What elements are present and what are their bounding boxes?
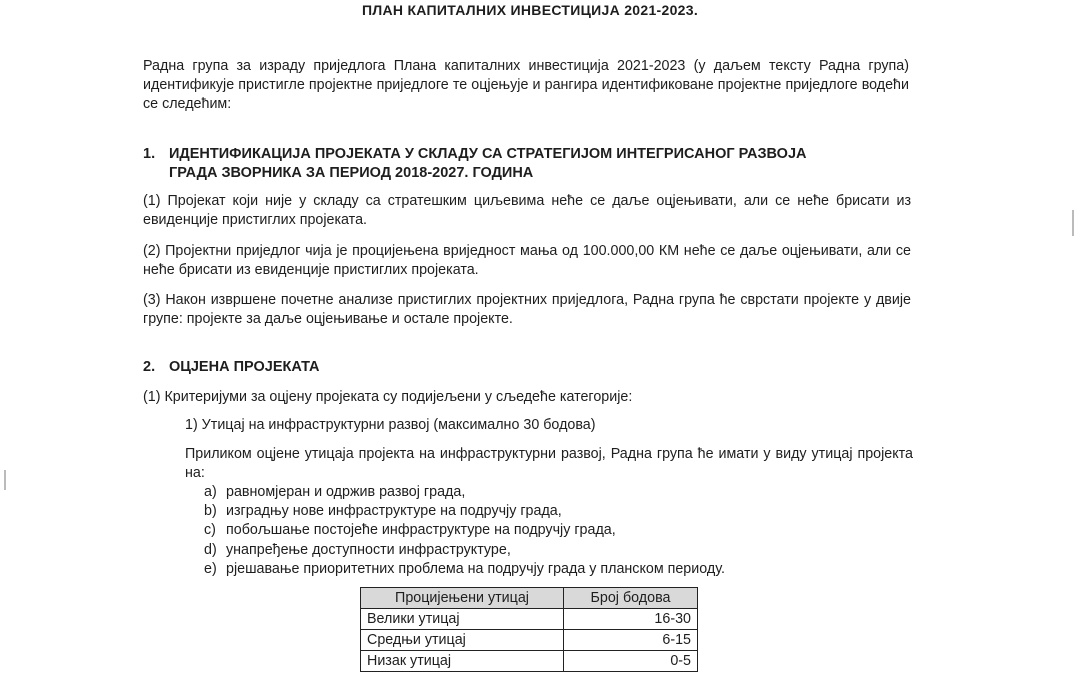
section1-paragraph-2: (2) Пројектни приједлог чија је процијењена вриједност мања од 100.000,00 КМ неће се даље оцјењивати, али се неће брисати из евиденције пристиглих пројеката.	[143, 243, 911, 278]
list-marker: c)	[204, 522, 216, 538]
list-item	[204, 542, 511, 559]
list-item	[204, 503, 562, 520]
intro-paragraph: Радна група за израду приједлога Плана капиталних инвестиција 2021-2023 (у даљем тексту Радна група) идентификује пристигле пројектне приједлоге те оцјењује и рангира идентификоване пројектне приједлоге водећи се следећим:	[143, 58, 909, 112]
section2-number: 2.	[143, 359, 156, 375]
document-title: ПЛАН КАПИТАЛНИХ ИНВЕСТИЦИЈА 2021-2023.	[361, 2, 699, 18]
table-cell-impact: Велики утицај	[361, 609, 564, 630]
list-marker: d)	[204, 542, 217, 558]
list-item-text: рјешавање приоритетних проблема на подручју града у планском периоду.	[226, 561, 725, 577]
list-item	[204, 522, 616, 539]
list-marker: e)	[204, 561, 217, 577]
criterion-1-description: Приликом оцјене утицаја пројекта на инфраструктурни развој, Радна група ће имати у виду утицај пројекта на:	[185, 446, 913, 481]
table-cell-points: 6-15	[564, 630, 698, 651]
list-item	[204, 484, 465, 501]
list-marker: b)	[204, 503, 217, 519]
table-cell-points: 0-5	[564, 651, 698, 672]
table-cell-impact: Средњи утицај	[361, 630, 564, 651]
section1-heading	[169, 145, 911, 183]
table-header-impact: Процијењени утицај	[361, 588, 564, 609]
table-header-row	[361, 588, 698, 609]
scan-edge-mark	[1072, 210, 1074, 236]
list-item-text: побољшање постојеће инфраструктуре на подручју града,	[226, 522, 616, 538]
section1-number: 1.	[143, 146, 156, 162]
table-row	[361, 651, 698, 672]
table-cell-impact: Низак утицај	[361, 651, 564, 672]
list-item-text: унапређење доступности инфраструктуре,	[226, 542, 511, 558]
table-header-points: Број бодова	[564, 588, 698, 609]
scan-edge-mark	[4, 470, 6, 490]
list-item-text: равномјеран и одржив развој града,	[226, 484, 466, 500]
section2-heading: ОЦЈЕНА ПРОЈЕКАТА	[169, 359, 320, 375]
impact-score-table	[360, 587, 698, 672]
section1-heading-line1: ИДЕНТИФИКАЦИЈА ПРОЈЕКАТА У СКЛАДУ СА СТРАТЕГИЈОМ ИНТЕГРИСАНОГ РАЗВОЈА	[169, 146, 807, 162]
section1-heading-line2: ГРАДА ЗВОРНИКА ЗА ПЕРИОД 2018-2027. ГОДИНА	[169, 165, 534, 181]
list-item	[204, 561, 725, 578]
list-item-text: изградњу нове инфраструктуре на подручју града,	[226, 503, 562, 519]
list-marker: a)	[204, 484, 217, 500]
table-row	[361, 609, 698, 630]
table-row	[361, 630, 698, 651]
section1-paragraph-3: (3) Након извршене почетне анализе пристиглих пројектних приједлога, Радна група ће сврстати пројекте у двије групе: пројекте за даље оцјењивање и остале пројекте.	[143, 292, 911, 327]
section1-paragraph-1: (1) Пројекат који није у складу са стратешким циљевима неће се даље оцјењивати, али се неће брисати из евиденције пристиглих пројеката.	[143, 193, 911, 228]
table-cell-points: 16-30	[564, 609, 698, 630]
criteria-intro: (1) Критеријуми за оцјену пројеката су подијељени у сљедеће категорије:	[143, 389, 633, 405]
criterion-1: 1) Утицај на инфраструктурни развој (максимално 30 бодова)	[185, 417, 596, 433]
